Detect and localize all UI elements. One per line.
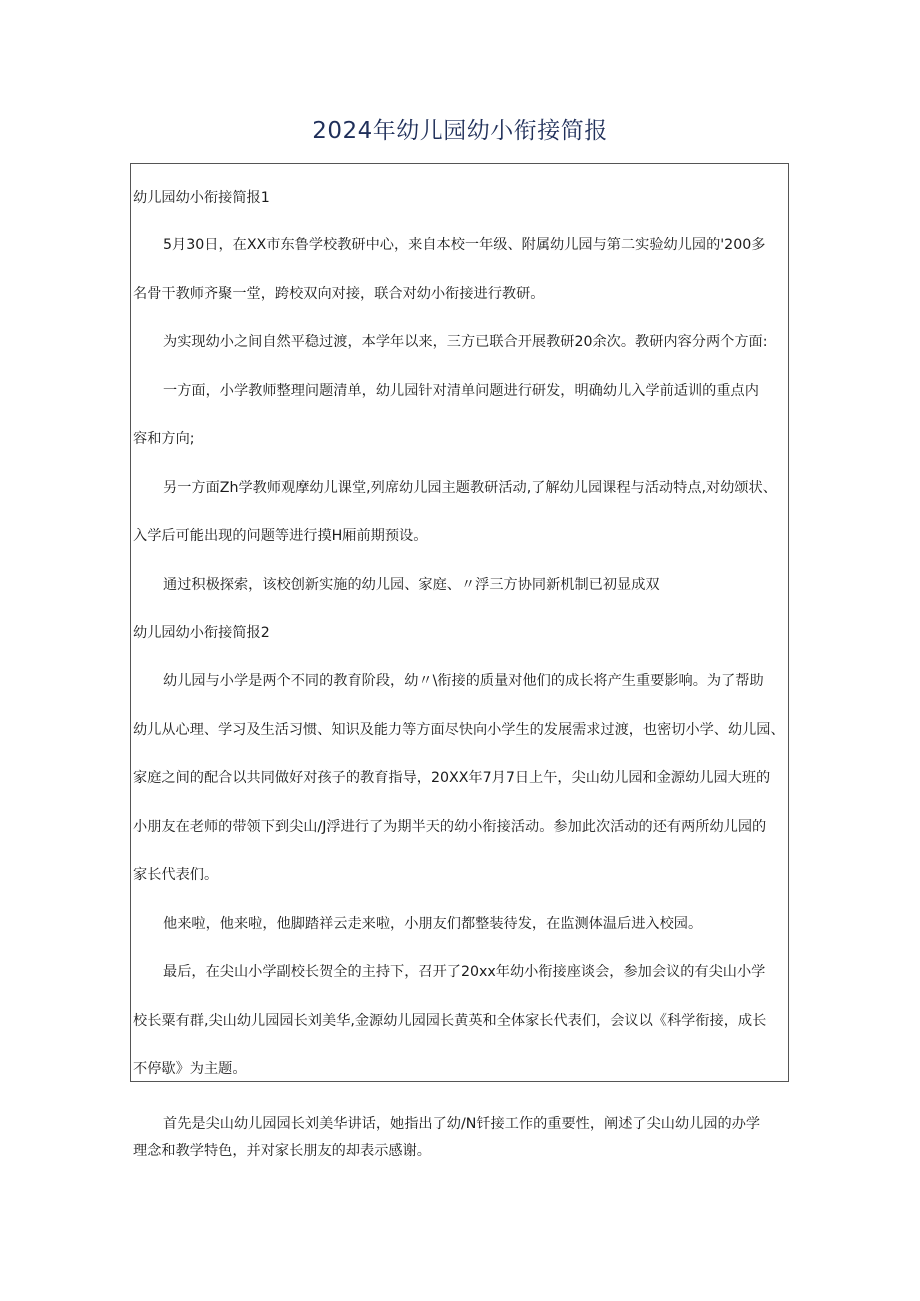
section-heading-2: 幼儿园幼小衔接简报2 [133, 625, 270, 641]
text-line: 不停歇》为主题。 [133, 1061, 247, 1077]
text-line: 家长代表们。 [133, 867, 219, 883]
text-line: 最后，在尖山小学副校长贺全的主持下，召开了20xx年幼小衔接座谈会，参加会议的有尖山小学 [163, 964, 766, 980]
text-line: 一方面，小学教师整理问题清单，幼儿园针对清单问题进行研发，明确幼儿入学前适训的重点内 [163, 383, 759, 399]
text-line: 入学后可能出现的问题等进行摸H厢前期预设。 [133, 528, 428, 544]
text-line: 他来啦，他来啦，他脚踏祥云走来啦，小朋友们都整装待发，在监测体温后进入校园。 [163, 916, 703, 932]
text-line: 5月30日，在XX市东鲁学校教研中心，来自本校一年级、附属幼儿园与第二实验幼儿园的'200多 [163, 237, 766, 253]
text-line: 首先是尖山幼儿园园长刘美华讲话，她指出了幼/N钎接工作的重要性，阐述了尖山幼儿园的办学 [163, 1116, 761, 1132]
text-line: 理念和教学特色，并对家长朋友的却表示感谢。 [133, 1143, 431, 1159]
text-line: 幼儿从心理、学习及生活习惯、知识及能力等方面尽快向小学生的发展需求过渡，也密切小学、幼儿园、 [133, 722, 785, 738]
text-line: 为实现幼小之间自然平稳过渡，本学年以来，三方已联合开展教研20余次。教研内容分两个方面: [163, 334, 768, 350]
section-heading-1: 幼儿园幼小衔接简报1 [133, 190, 270, 206]
document-title: 2024年幼儿园幼小衔接简报 [312, 118, 608, 144]
text-line: 幼儿园与小学是两个不同的教育阶段，幼〃\衔接的质量对他们的成长将产生重要影响。为了帮助 [163, 673, 764, 689]
text-line: 另一方面Zh学教师观摩幼儿课堂,列席幼儿园主题教研活动,了解幼儿园课程与活动特点,对幼颂状、 [163, 480, 777, 496]
text-line: 名骨干教师齐聚一堂，跨校双向对接，联合对幼小衔接进行教研。 [133, 286, 545, 302]
text-line: 校长粟有群,尖山幼儿园园长刘美华,金源幼儿园园长黄英和全体家长代表们，会议以《科学衔接，成长 [133, 1013, 767, 1029]
text-line: 容和方向; [133, 431, 195, 447]
text-line: 通过积极探索，该校创新实施的幼儿园、家庭、〃浮三方协同新机制已初显成双 [163, 577, 660, 593]
text-line: 家庭之间的配合以共同做好对孩子的教育指导，20XX年7月7日上午，尖山幼儿园和金源幼儿园大班的 [133, 770, 771, 786]
text-line: 小朋友在老师的带领下到尖山/J浮进行了为期半天的幼小衔接活动。参加此次活动的还有两所幼儿园的 [133, 819, 767, 835]
